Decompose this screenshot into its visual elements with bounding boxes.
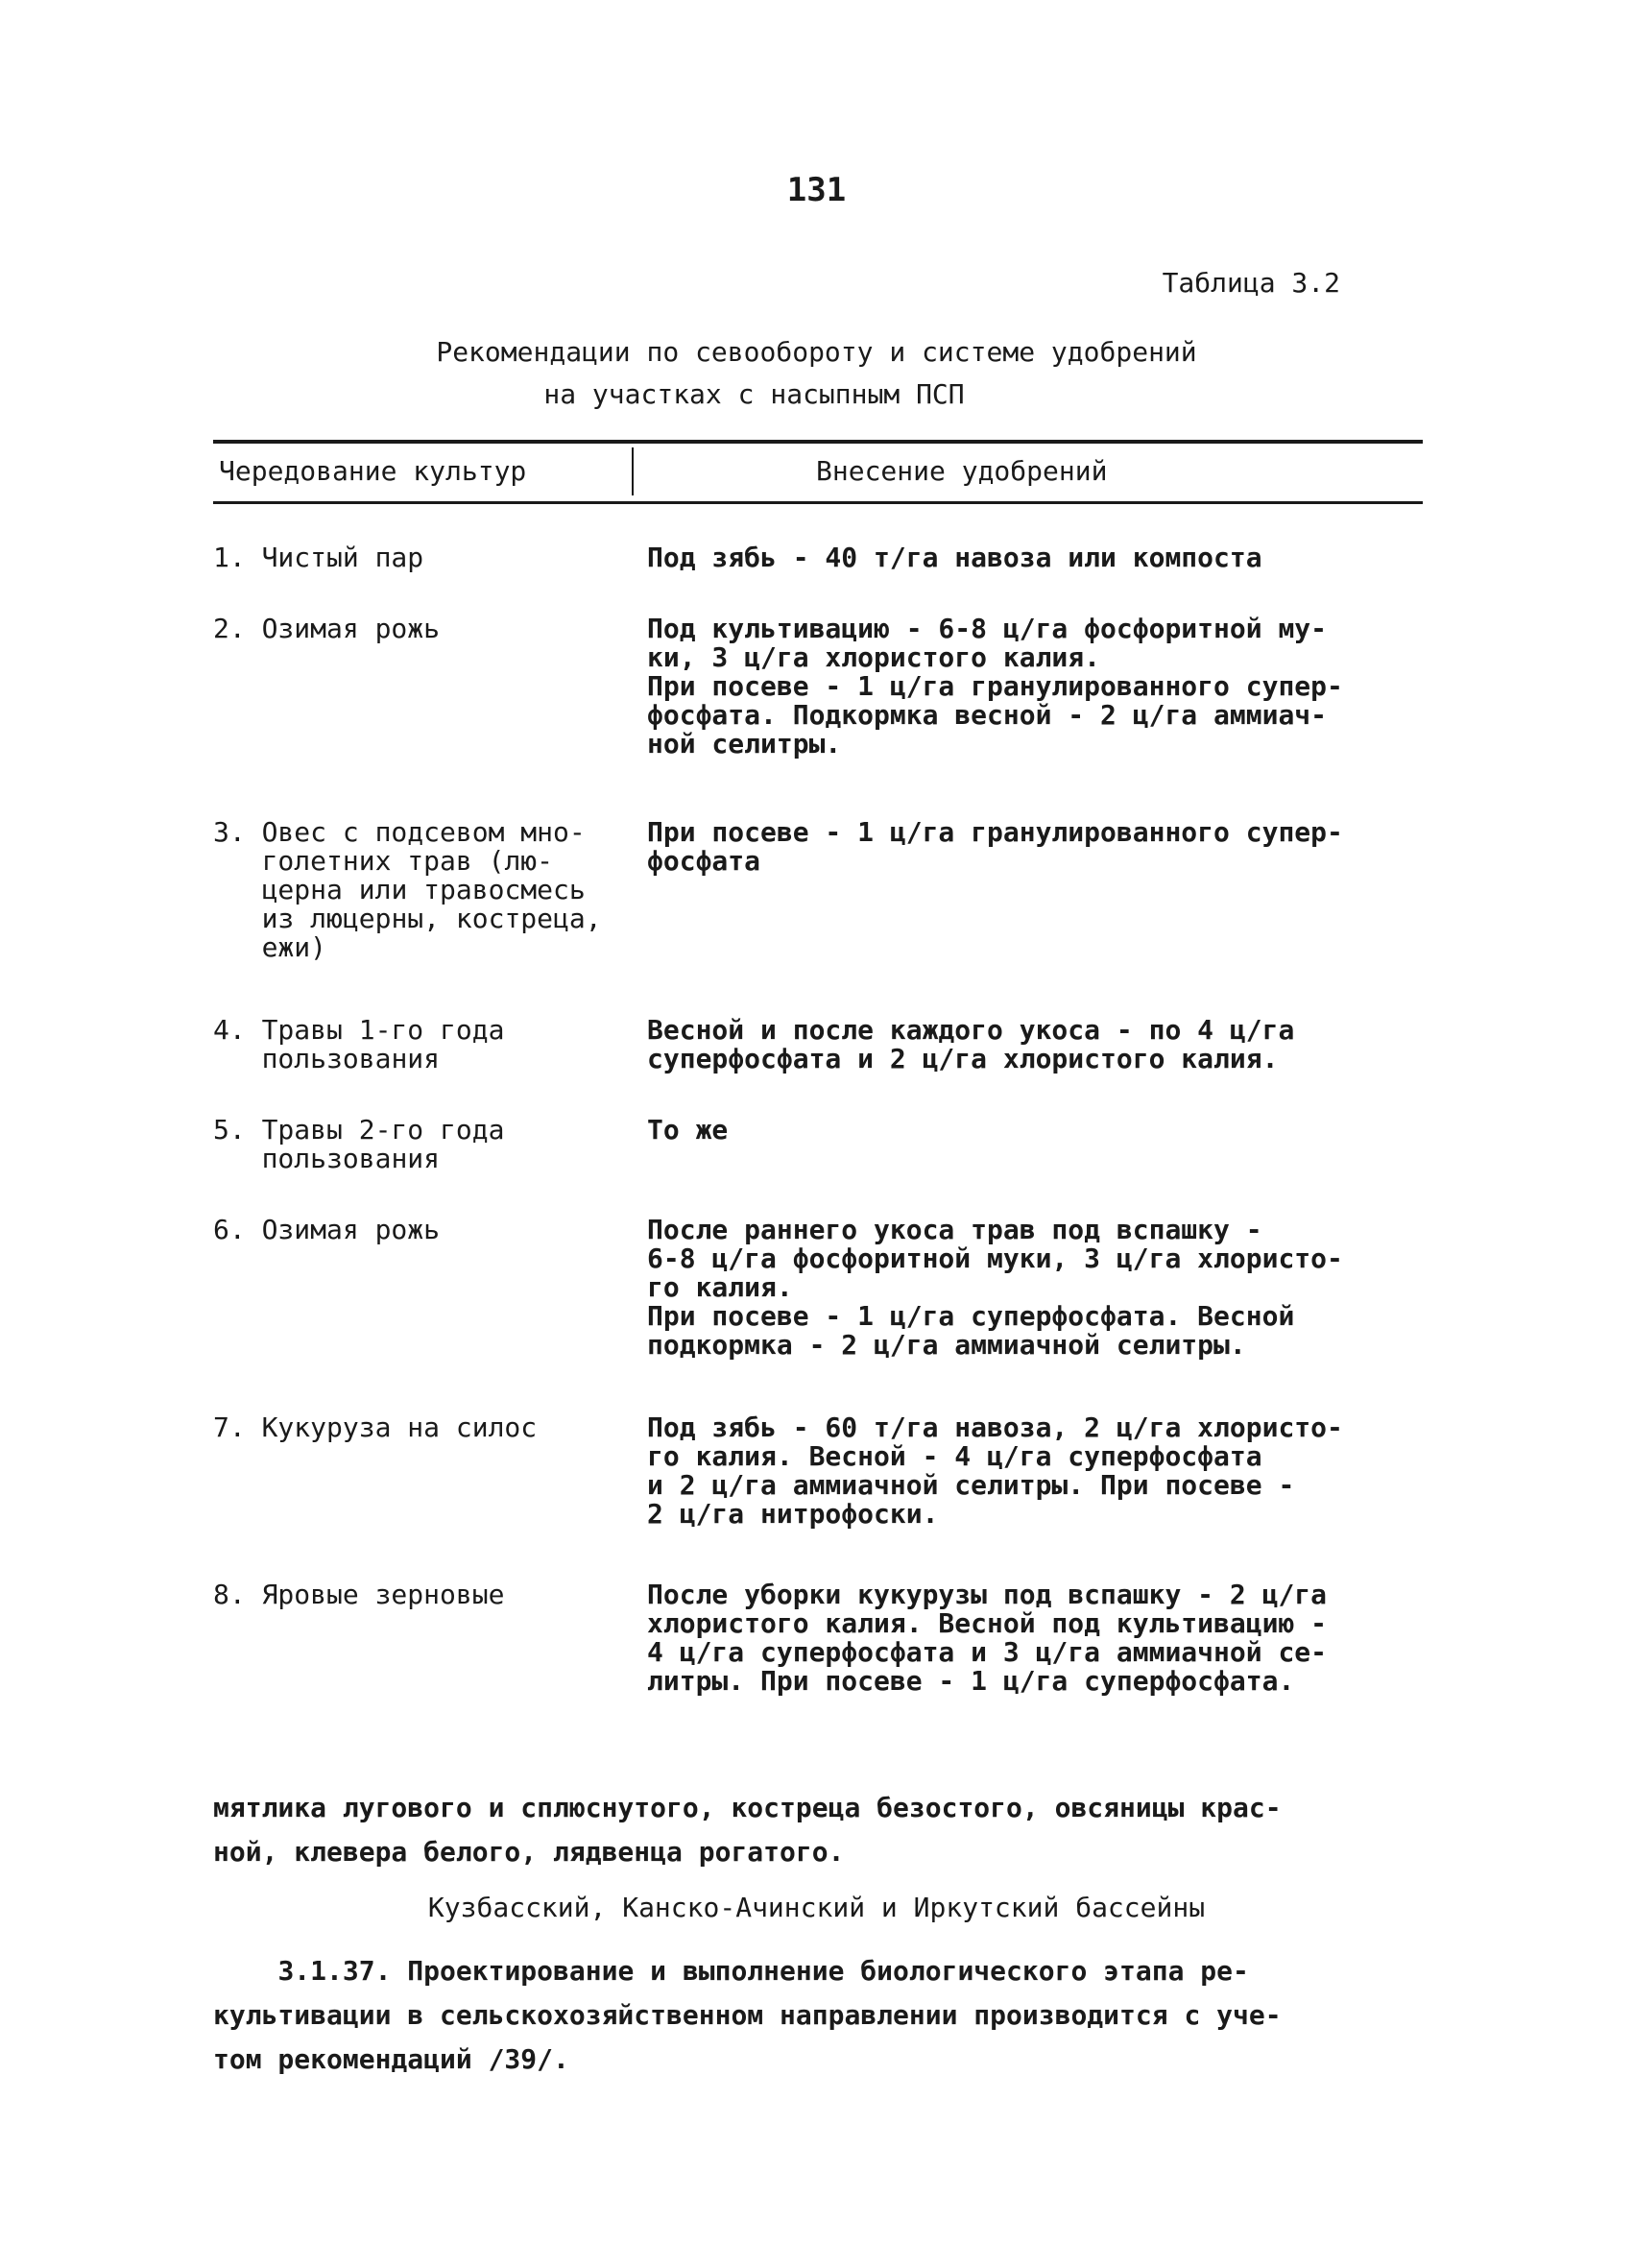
table-title-line1: Рекомендации по севообороту и системе удобрений — [436, 336, 1197, 368]
row-fertilizer: Весной и после каждого укоса - по 4 ц/га суперфосфата и 2 ц/га хлористого калия. — [647, 1014, 1295, 1074]
table-header-rule — [213, 501, 1423, 504]
row-fertilizer: Под культивацию - 6-8 ц/га фосфоритной му- ки, 3 ц/га хлористого калия. При посеве - 1 ц/га гранулированного супер- фосфата. Подкормка весной - 2 ц/га аммиач- ной селитры. — [647, 613, 1343, 760]
row-crop: 7. Кукуруза на силос — [213, 1411, 538, 1443]
table-top-rule — [213, 440, 1423, 444]
row-crop: 2. Озимая рожь — [213, 613, 441, 644]
table-label: Таблица 3.2 — [1162, 267, 1340, 299]
header-crop-rotation: Чередование культур — [219, 455, 527, 487]
row-crop: 4. Травы 1-го года пользования — [213, 1014, 505, 1074]
row-crop: 5. Травы 2-го года пользования — [213, 1114, 505, 1174]
row-fertilizer: Под зябь - 40 т/га навоза или компоста — [647, 542, 1262, 573]
row-fertilizer: При посеве - 1 ц/га гранулированного супер- фосфата — [647, 816, 1343, 877]
header-column-separator — [632, 447, 634, 495]
body-paragraph: 3.1.37. Проектирование и выполнение биологического этапа ре- культивации в сельскохозяйственном направлении производится с уче- том рекомендаций /39/. — [213, 1955, 1282, 2075]
row-crop: 3. Овес с подсевом мно- голетних трав (лю- церна или травосмесь из люцерны, костреца, ежи) — [213, 816, 602, 963]
continuation-paragraph: мятлика лугового и сплюснутого, костреца безостого, овсяницы крас- ной, клевера белого, лядвенца рогатого. — [213, 1792, 1282, 1868]
header-fertilizer: Внесение удобрений — [816, 455, 1108, 487]
row-crop: 1. Чистый пар — [213, 542, 424, 573]
row-fertilizer: Под зябь - 60 т/га навоза, 2 ц/га хлористо- го калия. Весной - 4 ц/га суперфосфата и 2 ц/га аммиачной селитры. При посеве - 2 ц/га нитрофоски. — [647, 1411, 1343, 1530]
table-title — [0, 331, 1633, 416]
table-title-line2: на участках с насыпным ПСП — [543, 378, 965, 410]
row-fertilizer: То же — [647, 1114, 729, 1146]
row-crop: 6. Озимая рожь — [213, 1214, 441, 1245]
page-number: 131 — [786, 171, 847, 209]
section-subheading: Кузбасский, Канско-Ачинский и Иркутский бассейны — [427, 1892, 1206, 1923]
row-fertilizer: После уборки кукурузы под вспашку - 2 ц/га хлористого калия. Весной под культивацию - 4 ц/га суперфосфата и 3 ц/га аммиачной се- литры. При посеве - 1 ц/га суперфосфата. — [647, 1579, 1328, 1697]
row-crop: 8. Яровые зерновые — [213, 1579, 505, 1610]
row-fertilizer: После раннего укоса трав под вспашку - 6-8 ц/га фосфоритной муки, 3 ц/га хлористо- го калия. При посеве - 1 ц/га суперфосфата. Весной подкормка - 2 ц/га аммиачной селитры. — [647, 1214, 1343, 1361]
